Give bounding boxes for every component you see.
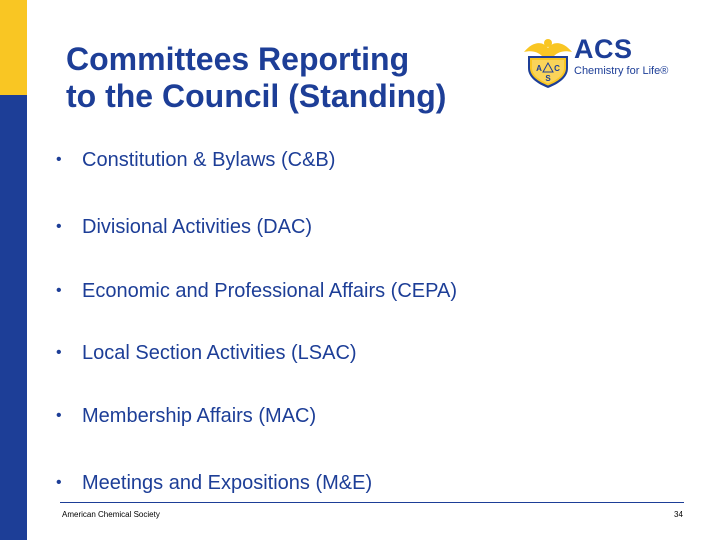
bullet-icon: • xyxy=(56,344,62,361)
bullet-text: Economic and Professional Affairs (CEPA) xyxy=(82,280,457,302)
bullet-icon: • xyxy=(56,474,62,491)
list-item xyxy=(56,276,457,306)
logo-wordmark: ACS xyxy=(574,34,633,64)
bullet-text: Constitution & Bylaws (C&B) xyxy=(82,149,336,171)
acs-emblem-icon xyxy=(520,34,576,90)
emblem-letter-c: C xyxy=(554,64,560,73)
list-item xyxy=(56,338,357,368)
acs-logo xyxy=(520,34,680,94)
emblem-letter-s: S xyxy=(545,74,551,83)
page-number: 34 xyxy=(674,510,683,519)
list-item xyxy=(56,212,312,242)
footer-organization: American Chemical Society xyxy=(62,510,160,519)
emblem-letter-a: A xyxy=(536,64,542,73)
bullet-icon: • xyxy=(56,407,62,424)
bullet-icon: • xyxy=(56,218,62,235)
accent-bar-gold xyxy=(0,0,27,95)
list-item xyxy=(56,401,316,431)
bullet-text: Membership Affairs (MAC) xyxy=(82,405,317,427)
bullet-text: Local Section Activities (LSAC) xyxy=(82,342,357,364)
bullet-icon: • xyxy=(56,282,62,299)
list-item xyxy=(56,145,335,175)
footer-divider xyxy=(60,502,684,503)
bullet-text: Divisional Activities (DAC) xyxy=(82,216,313,238)
logo-tagline: Chemistry for Life® xyxy=(574,65,669,77)
list-item xyxy=(56,468,372,498)
accent-bar-blue xyxy=(0,95,27,540)
bullet-icon: • xyxy=(56,151,62,168)
bullet-text: Meetings and Expositions (M&E) xyxy=(82,472,373,494)
slide-title: Committees Reporting to the Council (Standing) xyxy=(66,41,447,114)
